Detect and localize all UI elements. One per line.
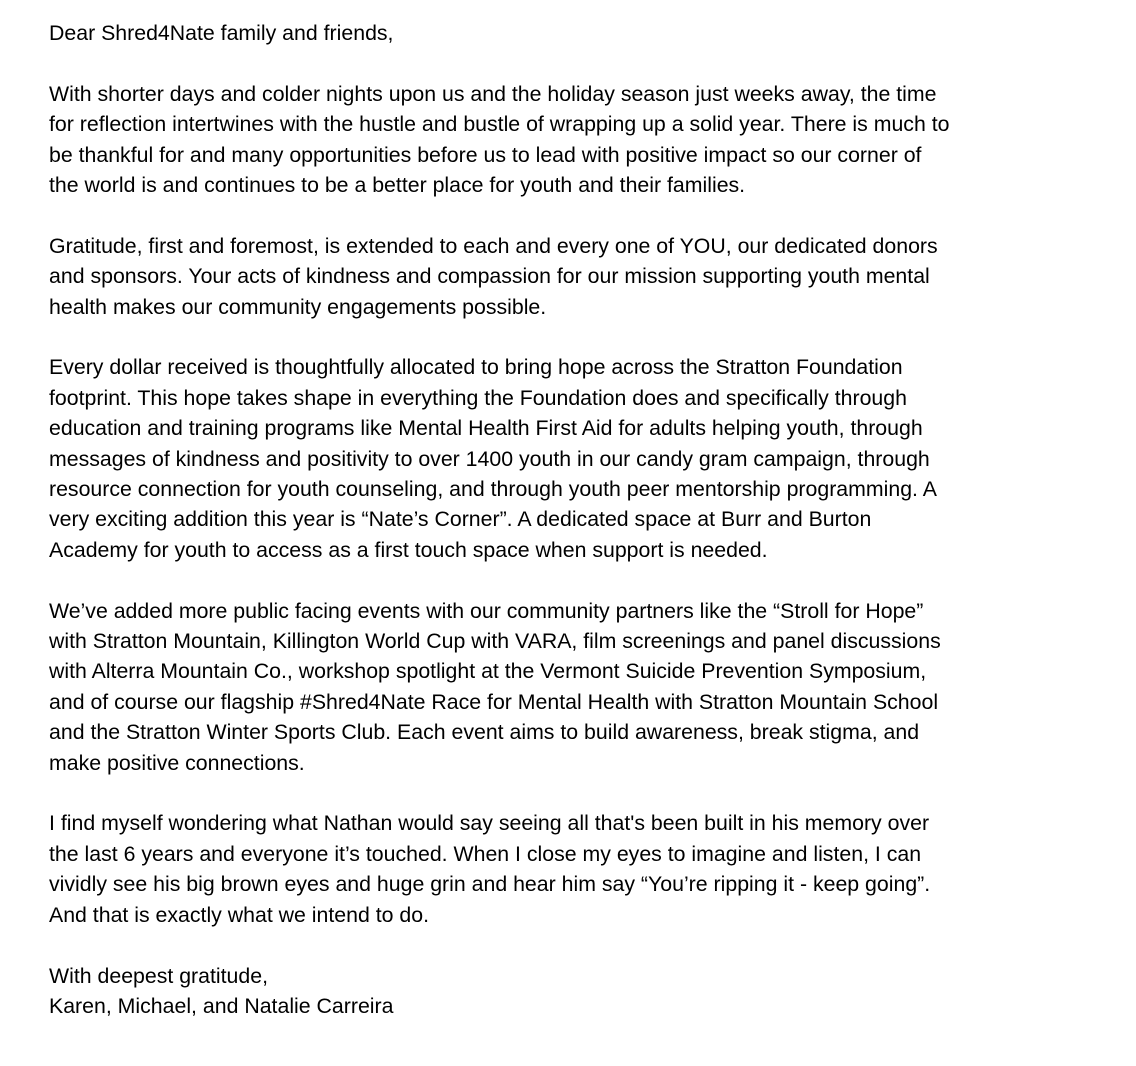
- paragraph-2: [49, 231, 1109, 322]
- text-line: the world is and continues to be a better place for youth and their families.: [49, 173, 746, 198]
- text-line: health makes our community engagements possible.: [49, 294, 547, 319]
- text-line: With shorter days and colder nights upon us and the holiday season just weeks away, the time: [49, 81, 937, 106]
- text-line: the last 6 years and everyone it’s touched. When I close my eyes to imagine and listen, I can: [49, 841, 922, 866]
- paragraph-1: [49, 79, 1109, 201]
- greeting: [49, 18, 1109, 48]
- letter-document: [49, 18, 1109, 1021]
- text-line: footprint. This hope takes shape in everything the Foundation does and specifically through: [49, 385, 907, 410]
- text-line: And that is exactly what we intend to do.: [49, 902, 430, 927]
- text-line: messages of kindness and positivity to over 1400 youth in our candy gram campaign, through: [49, 446, 930, 471]
- text-line: Gratitude, first and foremost, is extended to each and every one of YOU, our dedicated donors: [49, 233, 938, 258]
- text-line: with Alterra Mountain Co., workshop spotlight at the Vermont Suicide Prevention Symposium,: [49, 659, 927, 684]
- text-line: resource connection for youth counseling, and through youth peer mentorship programming. A: [49, 477, 937, 502]
- paragraph-4: [49, 596, 1109, 778]
- closing-line: With deepest gratitude,: [49, 963, 269, 988]
- sign-off: [49, 961, 1109, 1022]
- text-line: with Stratton Mountain, Killington World Cup with VARA, film screenings and panel discussions: [49, 629, 941, 654]
- paragraph-5: [49, 808, 1109, 930]
- text-line: make positive connections.: [49, 750, 305, 775]
- text-line: for reflection intertwines with the hustle and bustle of wrapping up a solid year. There is much to: [49, 112, 950, 137]
- signature-line: Karen, Michael, and Natalie Carreira: [49, 993, 394, 1018]
- text-line: I find myself wondering what Nathan would say seeing all that's been built in his memory over: [49, 811, 930, 836]
- text-line: education and training programs like Mental Health First Aid for adults helping youth, through: [49, 416, 923, 441]
- text-line: be thankful for and many opportunities before us to lead with positive impact so our corner of: [49, 142, 922, 167]
- text-line: and sponsors. Your acts of kindness and compassion for our mission supporting youth mental: [49, 264, 930, 289]
- text-line: Every dollar received is thoughtfully allocated to bring hope across the Stratton Foundation: [49, 355, 903, 380]
- paragraph-3: [49, 352, 1109, 565]
- text-line: vividly see his big brown eyes and huge grin and hear him say “You’re ripping it - keep going”.: [49, 872, 931, 897]
- text-line: and of course our flagship #Shred4Nate Race for Mental Health with Stratton Mountain School: [49, 689, 939, 714]
- text-line: and the Stratton Winter Sports Club. Each event aims to build awareness, break stigma, and: [49, 720, 920, 745]
- text-line: We’ve added more public facing events with our community partners like the “Stroll for Hope”: [49, 598, 924, 623]
- text-line: very exciting addition this year is “Nate’s Corner”. A dedicated space at Burr and Burton: [49, 507, 872, 532]
- text-line: Academy for youth to access as a first touch space when support is needed.: [49, 537, 768, 562]
- greeting-line: Dear Shred4Nate family and friends,: [49, 21, 394, 45]
